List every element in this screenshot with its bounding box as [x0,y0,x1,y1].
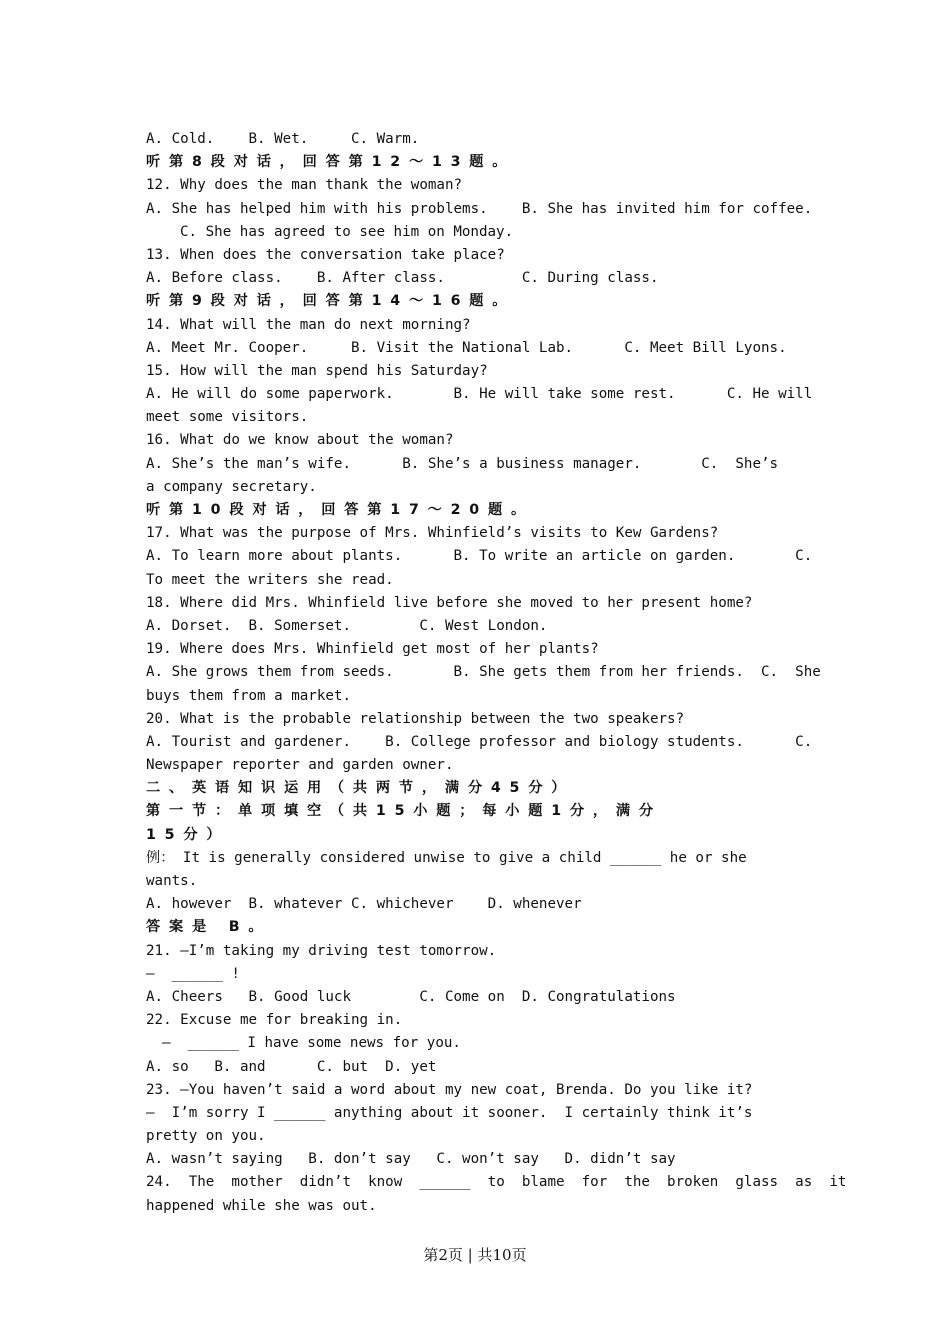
text-line: A. so B. and C. but D. yet [146,1058,437,1075]
text-line: A. He will do some paperwork. B. He will take some rest. C. He will [146,386,813,403]
section-heading: 听第10段对话，回答第17～20题。 [146,502,534,518]
section-heading: 第一节：单项填空（共15小题；每小题1分，满分 [146,803,662,820]
section-heading: 答案是 B。 [146,919,272,936]
text-line: A. She has helped him with his problems. B. She has invited him for coffee. [146,200,813,217]
text-line: A. Cold. B. Wet. C. Warm. [146,131,420,147]
text-line: — I’m sorry I ______ anything about it sooner. I certainly think it’s [146,1104,753,1121]
text-line: 21. —I’m taking my driving test tomorrow. [146,942,497,959]
text-line: A. Before class. B. After class. C. During class. [146,270,659,287]
section-heading: 二、英语知识运用（共两节，满分45分） [146,780,575,797]
text-line: 22. Excuse me for breaking in. [146,1012,403,1029]
page-footer: 第2页 | 共10页 [423,1246,527,1264]
text-line: 17. What was the purpose of Mrs. Whinfield’s visits to Kew Gardens? [146,525,719,542]
text-line: A. however B. whatever C. whichever D. whenever [146,896,582,913]
text-line: C. She has agreed to see him on Monday. [180,223,514,240]
text-line: A. wasn’t saying B. don’t say C. won’t say D. didn’t say [146,1151,676,1168]
text-line: A. Meet Mr. Cooper. B. Visit the National Lab. C. Meet Bill Lyons. [146,339,787,356]
text-line: A. Tourist and gardener. B. College professor and biology students. C. [146,733,813,750]
text-line: 20. What is the probable relationship between the two speakers? [146,710,685,727]
text-line: To meet the writers she read. [146,571,394,588]
text-line: A. To learn more about plants. B. To write an article on garden. C. [146,548,813,565]
text-line: 13. When does the conversation take place? [146,246,505,263]
text-line: 19. Where does Mrs. Whinfield get most of her plants? [146,641,599,658]
section-heading: 15分） [146,826,230,843]
section-heading: 听第9段对话，回答第14～16题。 [146,293,516,310]
document-body [146,128,847,1218]
text-line: A. She grows them from seeds. B. She gets them from her friends. C. She [146,664,821,681]
text-line: 24. The mother didn’t know ______ to blame for the broken glass as it [146,1174,847,1191]
text-line: — ______ I have some news for you. [162,1035,461,1052]
text-line: 18. Where did Mrs. Whinfield live before she moved to her present home? [146,594,753,611]
text-line: A. Cheers B. Good luck C. Come on D. Congratulations [146,988,676,1005]
text-line: wants. [146,873,198,889]
text-line: buys them from a market. [146,687,351,704]
text-line: a company secretary. [146,478,317,495]
text-line: — ______ ! [146,965,240,982]
text-line: 12. Why does the man thank the woman? [146,177,463,194]
text-line: Newspaper reporter and garden owner. [146,757,454,774]
text-line: happened while she was out. [146,1197,377,1214]
text-line: 23. —You haven’t said a word about my new coat, Brenda. Do you like it? [146,1081,753,1098]
text-line: pretty on you. [146,1128,266,1145]
text-line: 14. What will the man do next morning? [146,316,471,333]
section-heading: 听第8段对话，回答第12～13题。 [146,154,516,171]
text-line: 16. What do we know about the woman? [146,432,454,449]
text-line: A. Dorset. B. Somerset. C. West London. [146,617,548,634]
text-line: meet some visitors. [146,409,309,426]
text-line: 15. How will the man spend his Saturday? [146,362,488,379]
text-line: 例： It is generally considered unwise to give a child ______ he or she [146,849,747,866]
text-line: A. She’s the man’s wife. B. She’s a business manager. C. She’s [146,455,779,472]
